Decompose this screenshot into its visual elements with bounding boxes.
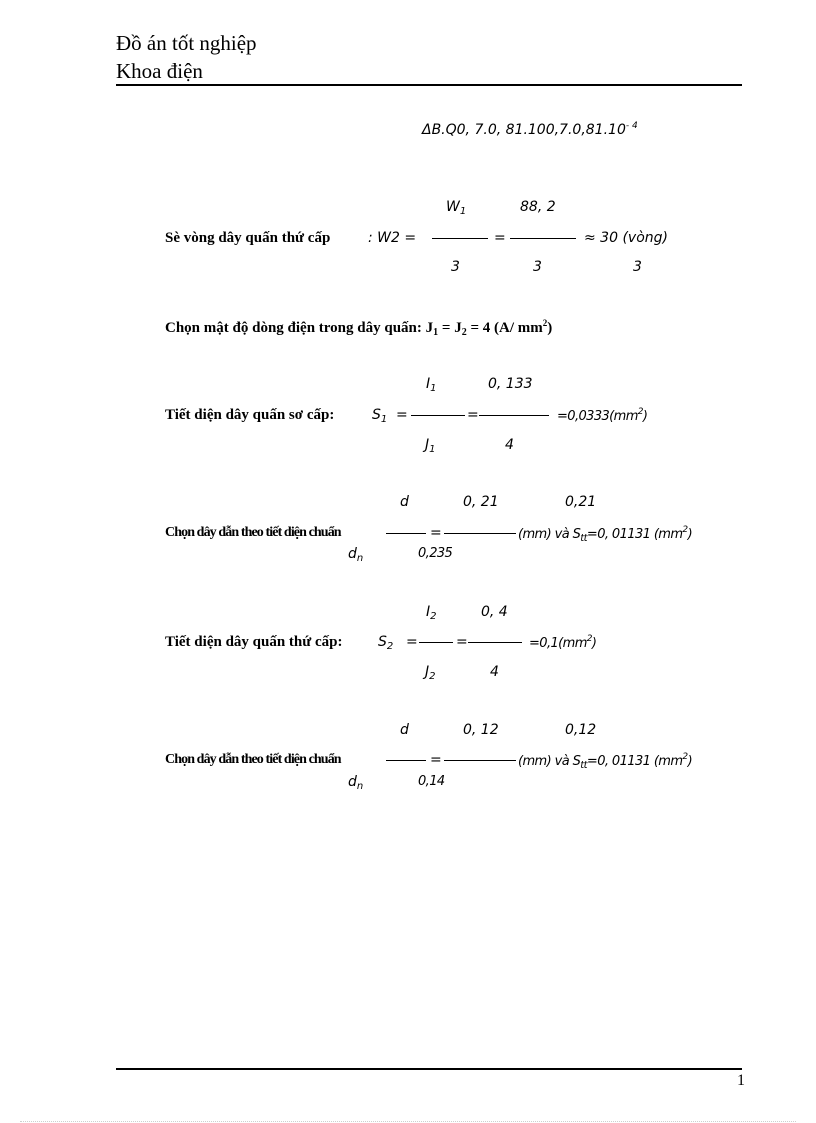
w2-den2: 3 xyxy=(533,259,542,275)
s2-eq2: = xyxy=(456,634,468,650)
s2-fraction-bar-2 xyxy=(468,642,522,643)
density-tail: = 4 (A/ mm xyxy=(466,320,543,336)
choose1-num2: 0, 21 xyxy=(463,494,499,510)
choose1-result-exp: 2 xyxy=(682,525,688,535)
choose1-result-close: ) xyxy=(687,527,693,542)
density-sub1: 1 xyxy=(433,327,439,338)
s2-den2: 4 xyxy=(490,664,499,680)
choose1-label: Chọn dây dẫn theo tiết diện chuẩn xyxy=(165,525,341,540)
s2-result-close: ) xyxy=(591,636,597,651)
s2-result-exp: 2 xyxy=(586,634,592,644)
formula-delta-b xyxy=(422,122,638,137)
choose2-fraction-bar-2 xyxy=(444,760,516,761)
s1-result-exp: 2 xyxy=(637,407,643,417)
s1-result-close: ) xyxy=(642,409,648,424)
choose2-fraction-bar-1 xyxy=(386,760,426,761)
header-rule xyxy=(116,84,742,86)
choose2-result-sub: tt xyxy=(580,760,587,771)
s2-num2: 0, 4 xyxy=(481,604,508,620)
s1-den1-sub: 1 xyxy=(429,444,436,455)
s1-num1 xyxy=(426,377,437,394)
choose1-result-text: (mm) và S xyxy=(518,527,581,542)
choose1-den-d-sub: n xyxy=(356,553,364,564)
choose1-eq: = xyxy=(430,525,442,541)
s1-result-text: =0,0333(mm xyxy=(557,409,638,424)
header-subtitle: Khoa điện xyxy=(116,59,203,83)
s1-eq1: = xyxy=(396,407,408,423)
s1-num1-sub: 1 xyxy=(430,383,437,394)
density-text: Chọn mật độ dòng điện trong dây quấn: J xyxy=(165,320,434,336)
w2-label: Sè vòng dây quấn thứ cấp xyxy=(165,230,331,246)
s2-num1 xyxy=(426,605,437,622)
w2-fraction-bar-1 xyxy=(432,238,488,239)
choose2-result-text: (mm) và S xyxy=(518,754,581,769)
s1-symbol-letter: S xyxy=(372,407,381,423)
s1-num1-sym: I xyxy=(426,376,431,392)
s2-den1-sub: 2 xyxy=(429,671,436,682)
current-density-line xyxy=(165,319,552,338)
s2-label: Tiết diện dây quấn thứ cấp: xyxy=(165,634,343,650)
s2-num1-sym: I xyxy=(426,604,431,620)
choose2-den-d xyxy=(348,775,363,792)
formula-delta-b-exponent: - 4 xyxy=(625,121,638,131)
s2-num1-sub: 2 xyxy=(430,611,437,622)
w2-num1 xyxy=(446,200,466,217)
page-number: 1 xyxy=(737,1072,745,1089)
choose2-num3: 0,12 xyxy=(565,722,597,738)
choose2-label: Chọn dây dẫn theo tiết diện chuẩn xyxy=(165,752,341,767)
density-close: ) xyxy=(547,320,553,336)
choose1-den-d-sym: d xyxy=(348,546,357,562)
s1-symbol xyxy=(372,408,387,425)
choose2-result-close: ) xyxy=(687,754,693,769)
density-sub2: 2 xyxy=(461,327,467,338)
s1-den1 xyxy=(425,438,436,455)
w2-num2: 88, 2 xyxy=(520,199,556,215)
s2-symbol xyxy=(378,635,393,652)
w2-eq: = xyxy=(494,230,506,246)
choose1-num-d: d xyxy=(400,494,409,510)
s2-symbol-sub: 2 xyxy=(386,641,394,652)
choose1-num3: 0,21 xyxy=(565,494,597,510)
s1-result xyxy=(557,408,647,423)
w2-num1-sub: 1 xyxy=(459,206,467,217)
s1-den1-sym: J xyxy=(425,437,430,453)
choose2-den-d-sub: n xyxy=(356,781,364,792)
w2-num1-sym: W xyxy=(446,199,460,215)
choose2-num-d: d xyxy=(400,722,409,738)
w2-fraction-bar-2 xyxy=(510,238,576,239)
s2-result-text: =0,1(mm xyxy=(529,636,587,651)
s1-label: Tiết diện dây quấn sơ cấp: xyxy=(165,407,335,423)
header-title: Đồ án tốt nghiệp xyxy=(116,31,257,55)
choose2-den-d-sym: d xyxy=(348,774,357,790)
choose1-den2: 0,235 xyxy=(418,546,453,561)
density-exp: 2 xyxy=(542,318,548,328)
s2-fraction-bar-1 xyxy=(419,642,453,643)
density-mid: = J xyxy=(438,320,462,336)
s2-symbol-letter: S xyxy=(378,634,387,650)
formula-delta-b-text: ΔB.Q0, 7.0, 81.100,7.0,81.10 xyxy=(422,122,626,138)
footer-rule xyxy=(116,1068,742,1070)
choose2-result-exp: 2 xyxy=(682,752,688,762)
s1-fraction-bar-1 xyxy=(411,415,465,416)
w2-den1: 3 xyxy=(451,259,460,275)
choose2-den2: 0,14 xyxy=(418,774,445,789)
s1-fraction-bar-2 xyxy=(479,415,549,416)
w2-den3: 3 xyxy=(633,259,642,275)
choose1-fraction-bar-1 xyxy=(386,533,426,534)
choose1-fraction-bar-2 xyxy=(444,533,516,534)
choose2-result xyxy=(518,753,692,771)
s1-num2: 0, 133 xyxy=(488,376,533,392)
choose1-result-value: =0, 01131 (mm xyxy=(586,527,683,542)
page-bottom-dotted-border xyxy=(20,1121,796,1122)
s1-eq2: = xyxy=(467,407,479,423)
choose2-eq: = xyxy=(430,752,442,768)
choose2-num2: 0, 12 xyxy=(463,722,499,738)
s2-result xyxy=(529,635,596,650)
w2-approx: ≈ 30 (vòng) xyxy=(584,230,668,246)
choose1-result xyxy=(518,526,692,544)
s2-den1-sym: J xyxy=(425,664,430,680)
w2-lhs: : W2 = xyxy=(368,230,417,246)
s2-den1 xyxy=(425,665,436,682)
choose1-result-sub: tt xyxy=(580,533,587,544)
s1-symbol-sub: 1 xyxy=(380,414,388,425)
choose2-result-value: =0, 01131 (mm xyxy=(586,754,683,769)
s2-eq1: = xyxy=(406,634,418,650)
s1-den2: 4 xyxy=(505,437,514,453)
choose1-den-d xyxy=(348,547,363,564)
